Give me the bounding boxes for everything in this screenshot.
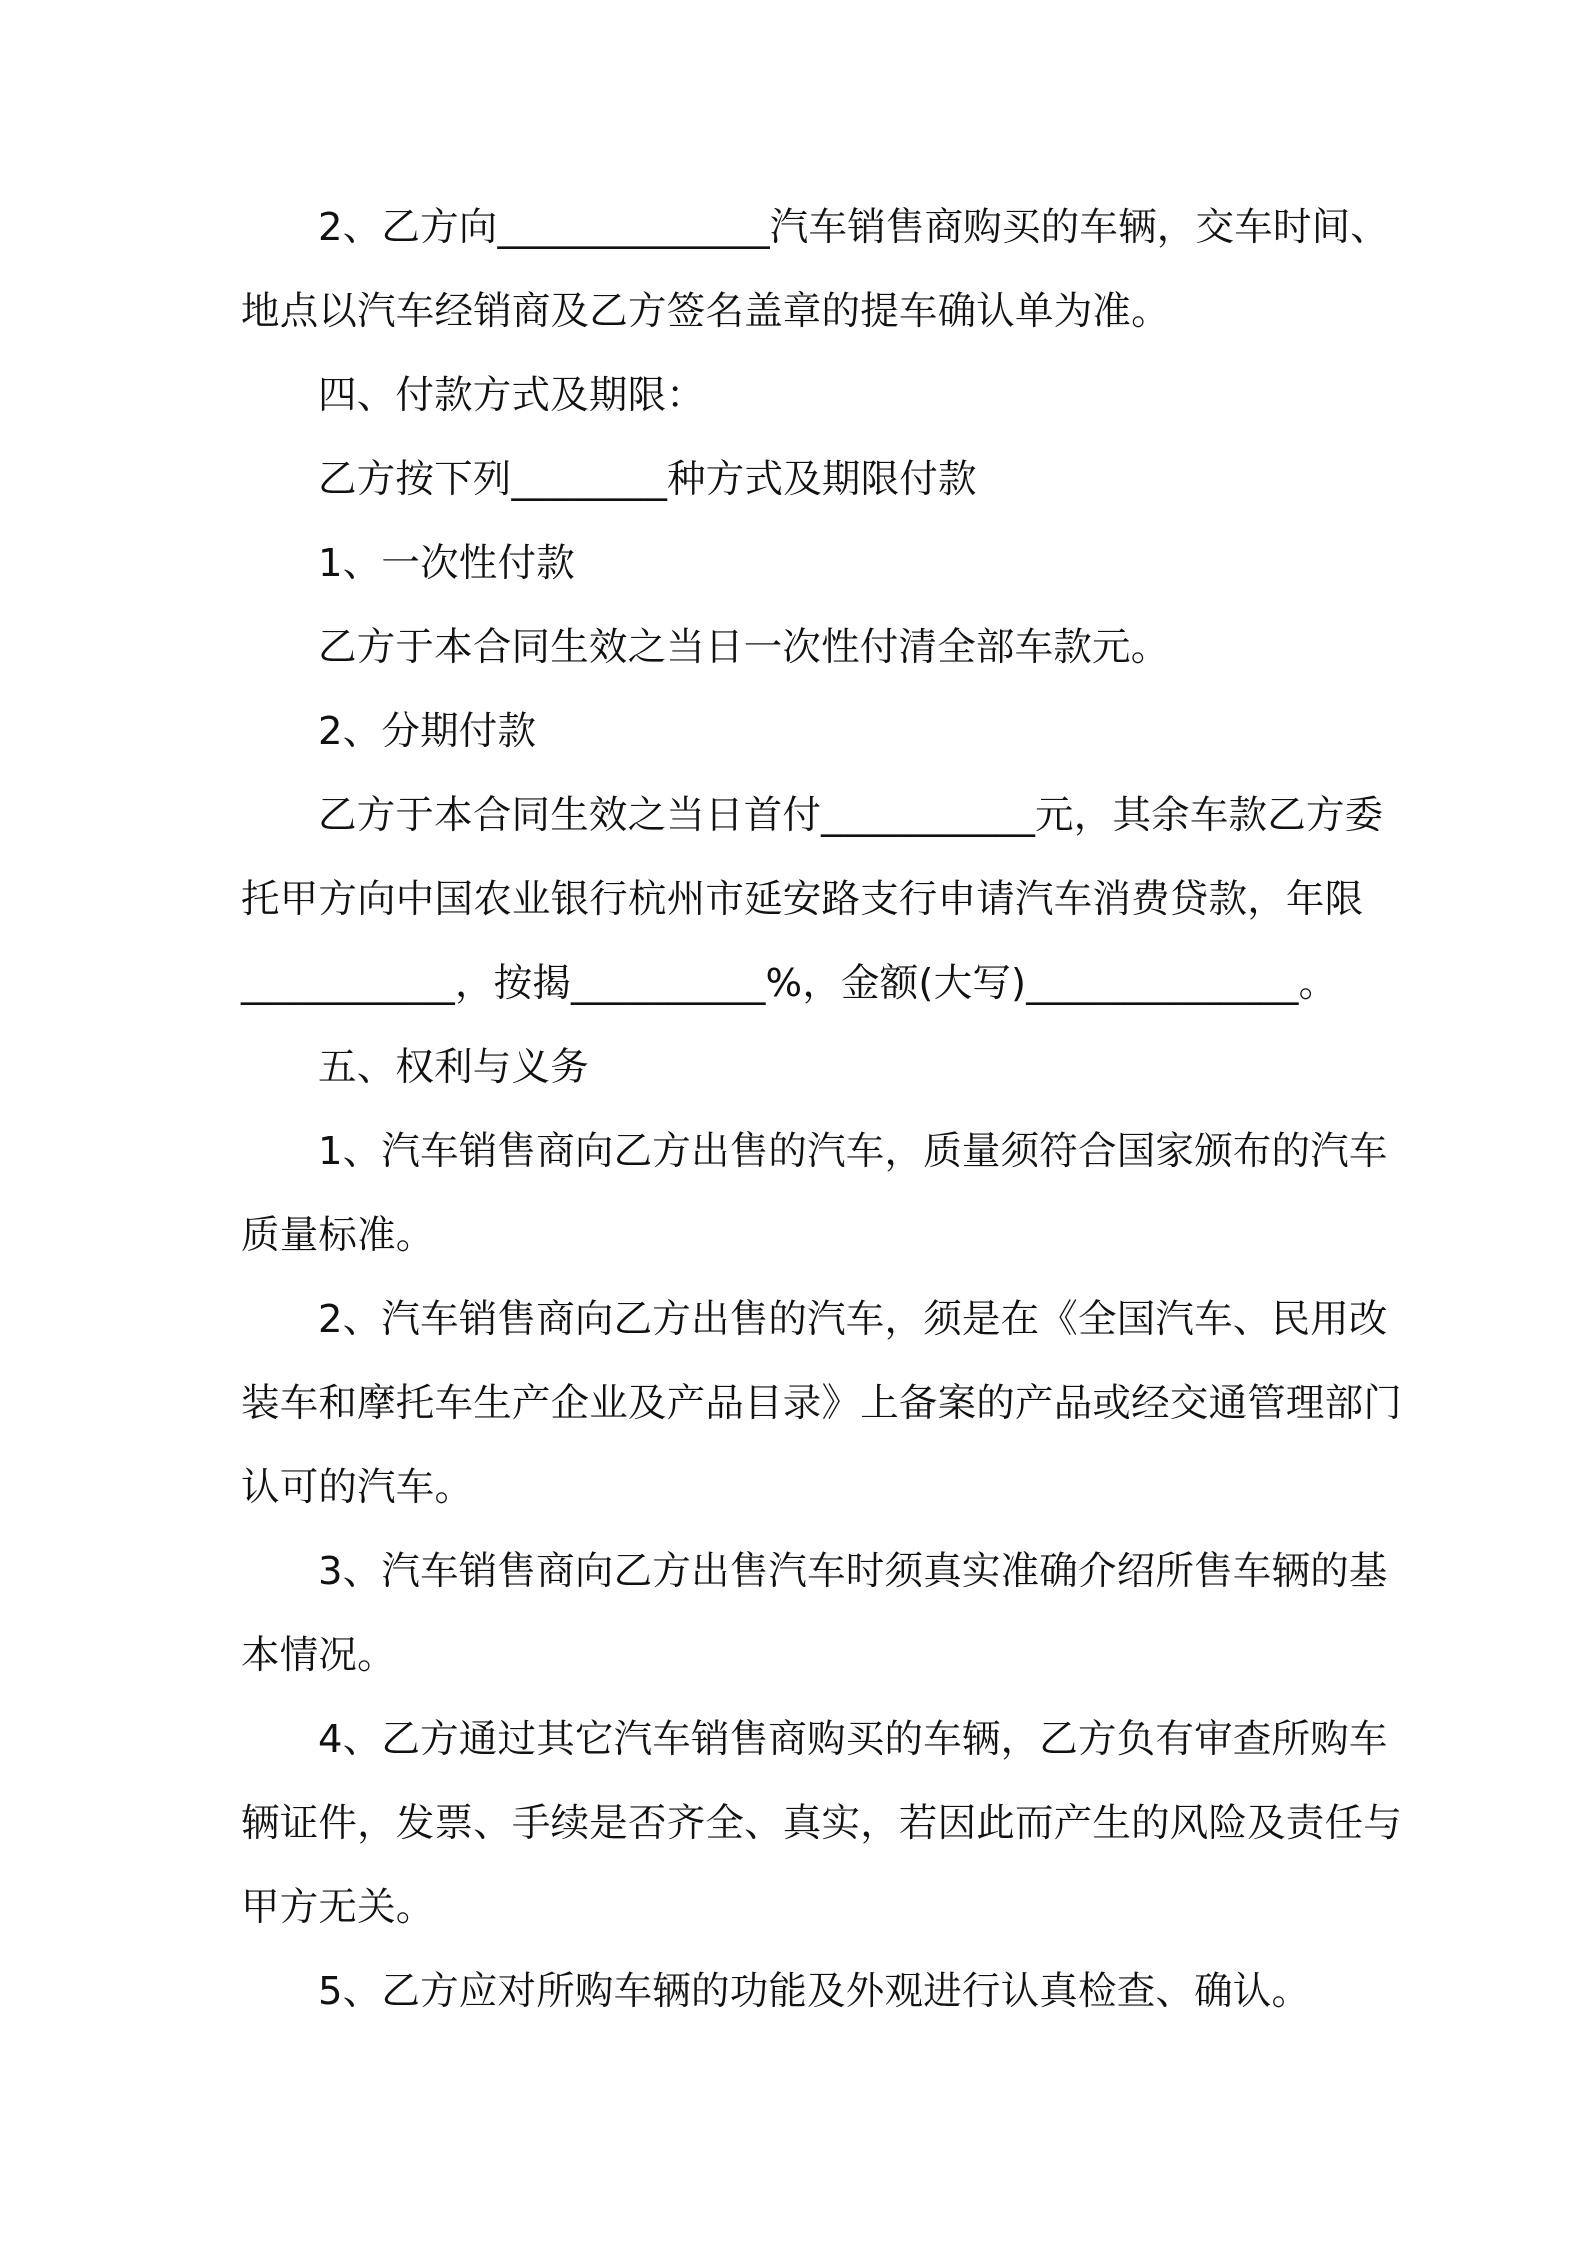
paragraph-line: 托甲方向中国农业银行杭州市延安路支行申请汽车消费贷款，年限: [241, 877, 1364, 922]
paragraph-line: 2、汽车销售商向乙方出售的汽车，须是在《全国汽车、民用改: [318, 1297, 1388, 1342]
paragraph-line: 4、乙方通过其它汽车销售商购买的车辆，乙方负有审查所购车: [318, 1717, 1388, 1762]
paragraph-line: 1、一次性付款: [318, 541, 575, 586]
section-heading: 五、权利与义务: [318, 1045, 589, 1090]
paragraph-line: 2、分期付款: [318, 709, 537, 754]
paragraph-line: 辆证件，发票、手续是否齐全、真实，若因此而产生的风险及责任与: [241, 1801, 1403, 1846]
section-heading: 四、付款方式及期限：: [318, 373, 706, 418]
paragraph-line: 地点以汽车经销商及乙方签名盖章的提车确认单为准。: [241, 289, 1170, 334]
paragraph-line: 5、乙方应对所购车辆的功能及外观进行认真检查、确认。: [318, 1969, 1311, 2014]
paragraph-line: ___________，按揭__________%，金额(大写)______________。: [241, 961, 1338, 1006]
paragraph-line: 3、汽车销售商向乙方出售汽车时须真实准确介绍所售车辆的基: [318, 1549, 1388, 1594]
paragraph-line: 乙方按下列________种方式及期限付款: [318, 457, 977, 502]
paragraph-line: 乙方于本合同生效之当日首付___________元，其余车款乙方委: [318, 793, 1384, 838]
paragraph-line: 1、汽车销售商向乙方出售的汽车，质量须符合国家颁布的汽车: [318, 1129, 1388, 1174]
paragraph-line: 本情况。: [241, 1633, 396, 1678]
paragraph-line: 认可的汽车。: [241, 1465, 474, 1510]
paragraph-line: 2、乙方向______________汽车销售商购买的车辆，交车时间、: [318, 205, 1389, 250]
document-page: [241, 186, 1403, 2034]
paragraph-line: 乙方于本合同生效之当日一次性付清全部车款元。: [318, 625, 1170, 670]
paragraph-line: 装车和摩托车生产企业及产品目录》上备案的产品或经交通管理部门: [241, 1381, 1403, 1426]
paragraph-line: 甲方无关。: [241, 1885, 435, 1930]
paragraph-line: 质量标准。: [241, 1213, 435, 1258]
